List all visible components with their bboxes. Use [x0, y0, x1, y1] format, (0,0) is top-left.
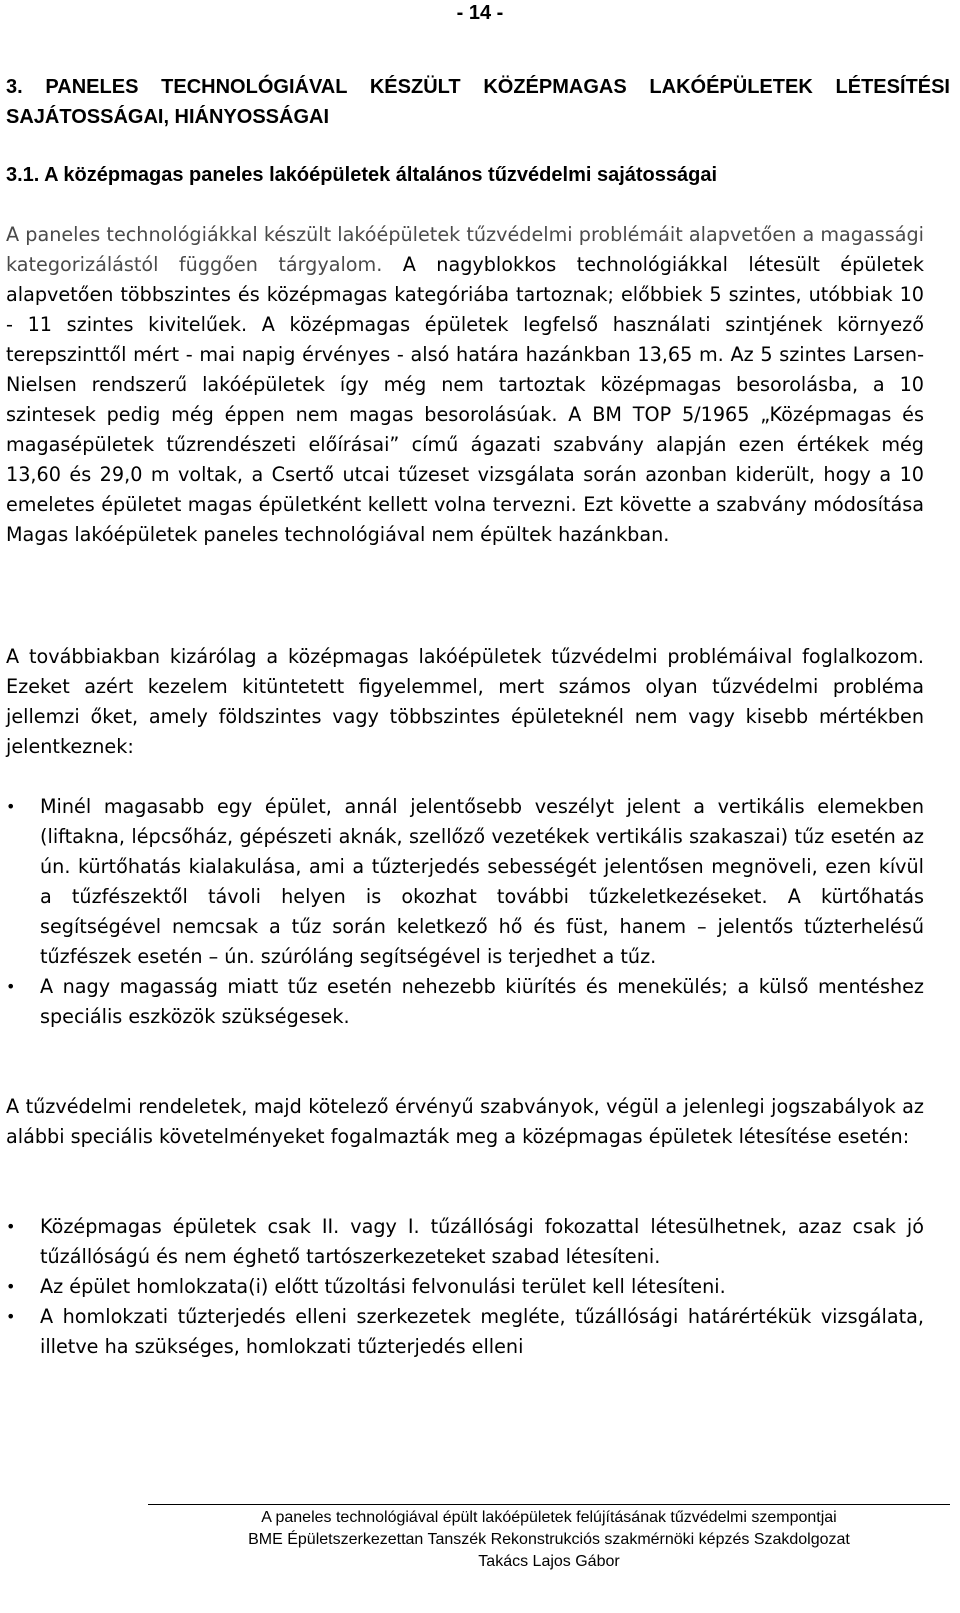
list-item	[6, 1302, 924, 1362]
list-item-text: Az épület homlokzata(i) előtt tűzoltási felvonulási terület kell létesíteni.	[40, 1275, 726, 1298]
list-item	[6, 972, 924, 1032]
bullet-icon: •	[6, 1307, 16, 1326]
footer-divider	[148, 1504, 950, 1505]
list-item	[6, 1272, 924, 1302]
bullet-icon: •	[6, 1277, 16, 1296]
list-item-text: A homlokzati tűzterjedés elleni szerkezetek megléte, tűzállósági határértékük vizsgálata, illetve ha szükséges, homlokzati tűzterjedés elleni	[40, 1305, 924, 1358]
bullet-list-1	[6, 792, 924, 1032]
bullet-icon: •	[6, 797, 16, 816]
chapter-heading: 3. PANELES TECHNOLÓGIÁVAL KÉSZÜLT KÖZÉPMAGAS LAKÓÉPÜLETEK LÉTESÍTÉSI SAJÁTOSSÁGAI, HIÁNYOSSÁGAI	[6, 76, 950, 128]
footer-institution: BME Épületszerkezettan Tanszék Rekonstrukciós szakmérnöki képzés Szakdolgozat	[248, 1531, 850, 1548]
list-item-text: Középmagas épületek csak II. vagy I. tűzállósági fokozattal létesülhetnek, azaz csak jó tűzállóságú és nem éghető tartószerkezeteket szabad létesíteni.	[40, 1215, 924, 1268]
page-number: - 14 -	[456, 2, 504, 24]
paragraph-1	[6, 220, 924, 550]
bullet-icon: •	[6, 977, 16, 996]
section-heading: 3.1. A középmagas paneles lakóépületek általános tűzvédelmi sajátosságai	[6, 164, 718, 186]
list-item-text: A nagy magasság miatt tűz esetén nehezebb kiürítés és menekülés; a külső mentéshez speciális eszközök szükségesek.	[40, 975, 924, 1028]
paragraph-2: A továbbiakban kizárólag a középmagas lakóépületek tűzvédelmi problémáival foglalkozom. Ezeket azért kezelem kitüntetett figyelemmel, mert számos olyan tűzvédelmi probléma jellemzi őket, amely földszintes vagy többszintes épületeknél nem vagy kisebb mértékben jelentkeznek:	[6, 645, 924, 758]
paragraph-3: A tűzvédelmi rendeletek, majd kötelező érvényű szabványok, végül a jelenlegi jogszabályok az alábbi speciális követelményeket fogalmazták meg a középmagas épületek létesítése esetén:	[6, 1095, 924, 1148]
footer-author: Takács Lajos Gábor	[478, 1553, 620, 1570]
list-item	[6, 792, 924, 972]
list-item	[6, 1212, 924, 1272]
paragraph-1-lead: A paneles technológiákkal készült lakóépületek tűzvédelmi problémáit alapvetően a magassági kategorizálástól függően tárgyalom.	[6, 223, 924, 276]
paragraph-1-body: A nagyblokkos technológiákkal létesült épületek alapvetően többszintes és középmagas kategóriába tartoznak; előbbiek 5 szintes, utóbbiak 10 - 11 szintes kivitelűek. A középmagas épületek legfelső használati szintjének környező terepszinttől mért - mai napig érvényes - alsó határa hazánkban 13,65 m. Az 5 szintes Larsen-Nielsen rendszerű lakóépületek így még nem tartoztak középmagas besorolásba, a 10 szintesek pedig még éppen nem magas besorolásúak. A BM TOP 5/1965 „Középmagas és magasépületek tűzrendészeti előírásai” című ágazati szabvány alapján ezen értékek még 13,60 és 29,0 m voltak, a Csertő utcai tűzeset vizsgálata során azonban kiderült, hogy a 10 emeletes épületet magas épületként kellett volna tervezni. Ezt követte a szabvány módosítása Magas lakóépületek paneles technológiával nem épültek hazánkban.	[6, 253, 925, 546]
bullet-list-2	[6, 1212, 924, 1362]
footer-title: A paneles technológiával épült lakóépületek felújításának tűzvédelmi szempontjai	[261, 1509, 837, 1526]
bullet-icon: •	[6, 1217, 16, 1236]
list-item-text: Minél magasabb egy épület, annál jelentősebb veszélyt jelent a vertikális elemekben (liftakna, lépcsőház, gépészeti aknák, szellőző vezetékek vertikális szakaszai) tűz esetén az ún. kürtőhatás kialakulása, ami a tűzterjedés sebességét jelentősen megnöveli, ezen kívül a tűzfészektől távoli helyen is okozhat további tűzkeletkezéseket. A kürtőhatás segítségével nemcsak a tűz során keletkező hő és füst, hanem – jelentős tűzterhelésű tűzfészek esetén – ún. szúróláng segítségével is terjedhet a tűz.	[40, 795, 924, 968]
